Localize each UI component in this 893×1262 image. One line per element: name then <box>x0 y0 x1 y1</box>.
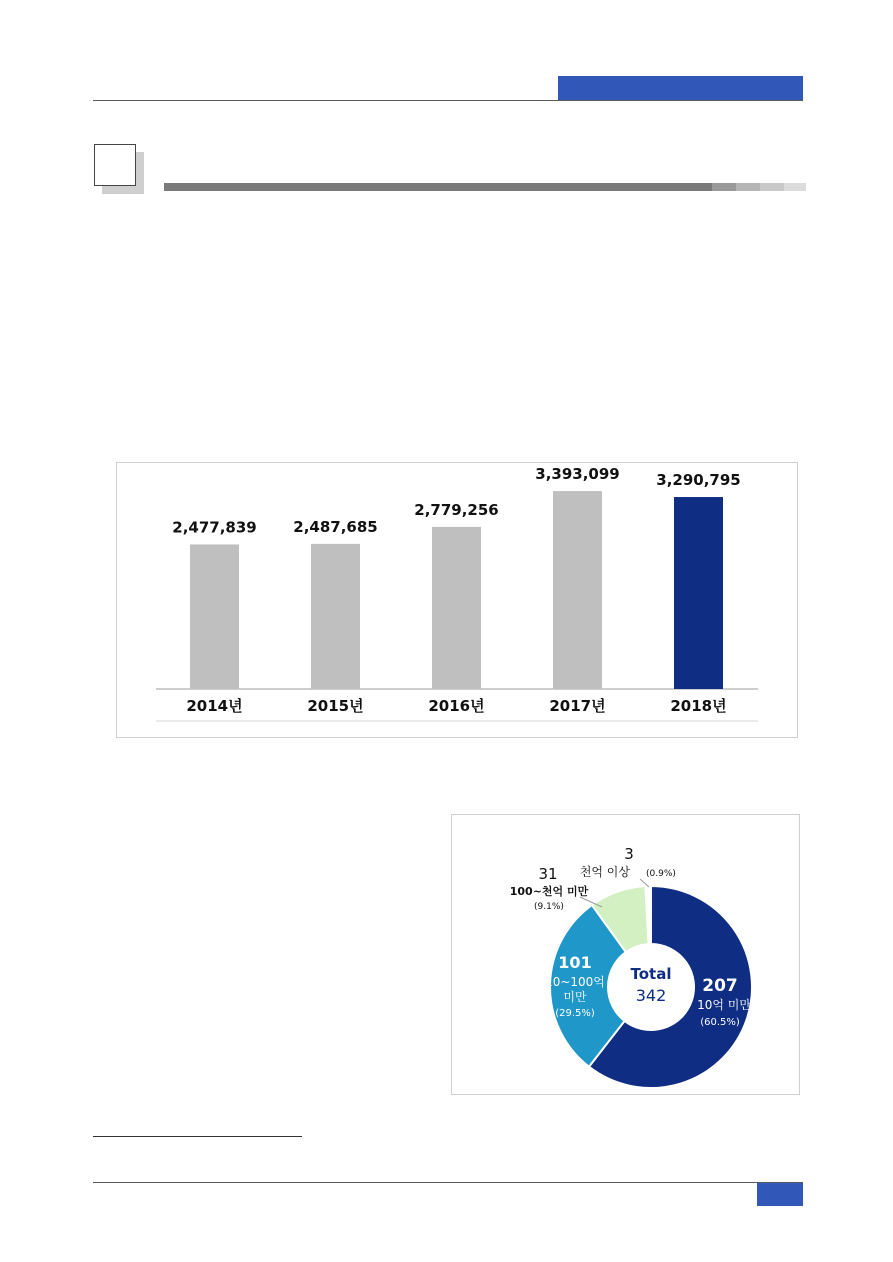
header-tab <box>558 76 803 100</box>
donut-chart-frame <box>451 814 800 1095</box>
section-bar-segment <box>712 183 736 191</box>
section-bar-segment <box>736 183 760 191</box>
bar-value-label: 3,290,795 <box>656 471 741 490</box>
donut-center-label: Total <box>630 965 672 983</box>
slice-name-label: 10억 미만 <box>697 998 751 1012</box>
bar-2018 <box>674 497 723 689</box>
slice-value-label: 207 <box>702 976 738 996</box>
slice-value-label: 101 <box>558 953 592 972</box>
section-bar-segment <box>784 183 806 191</box>
donut-chart <box>452 815 799 1094</box>
x-tick-label: 2018년 <box>670 697 727 715</box>
x-tick-label: 2016년 <box>428 697 485 715</box>
donut-center-value: 342 <box>635 986 667 1005</box>
footnote-rule <box>93 1136 302 1137</box>
section-bar-segment <box>760 183 784 191</box>
page-number-tab <box>757 1183 803 1206</box>
slice-name-label: 천억 이상 <box>579 865 630 879</box>
slice-percent-label: (29.5%) <box>555 1008 595 1019</box>
footer-rule <box>93 1182 803 1183</box>
bar-value-label: 3,393,099 <box>535 465 620 484</box>
bar-value-label: 2,779,256 <box>414 500 499 519</box>
x-tick-label: 2017년 <box>549 697 606 715</box>
slice-name-label: 100~천억 미만 <box>509 885 589 898</box>
slice-percent-label: (0.9%) <box>646 869 676 879</box>
bar-2015 <box>311 544 360 689</box>
bar-chart <box>117 463 797 737</box>
slice-value-label: 3 <box>624 845 634 863</box>
slice-value-label: 31 <box>538 865 558 883</box>
bar-chart-frame <box>116 462 798 738</box>
bar-value-label: 2,487,685 <box>293 517 378 536</box>
slice-percent-label: (9.1%) <box>534 902 564 912</box>
slice-name-label: 10~100억 <box>545 975 605 989</box>
header-rule <box>93 100 803 101</box>
bar-value-label: 2,477,839 <box>172 518 257 537</box>
x-tick-label: 2014년 <box>186 697 243 715</box>
section-marker-box <box>94 144 136 186</box>
slice-name-label: 미만 <box>563 990 587 1004</box>
bar-2014 <box>190 544 239 689</box>
slice-percent-label: (60.5%) <box>700 1017 740 1028</box>
x-tick-label: 2015년 <box>307 697 364 715</box>
section-title-bar <box>164 183 712 191</box>
bar-2017 <box>553 491 602 689</box>
bar-2016 <box>432 527 481 689</box>
